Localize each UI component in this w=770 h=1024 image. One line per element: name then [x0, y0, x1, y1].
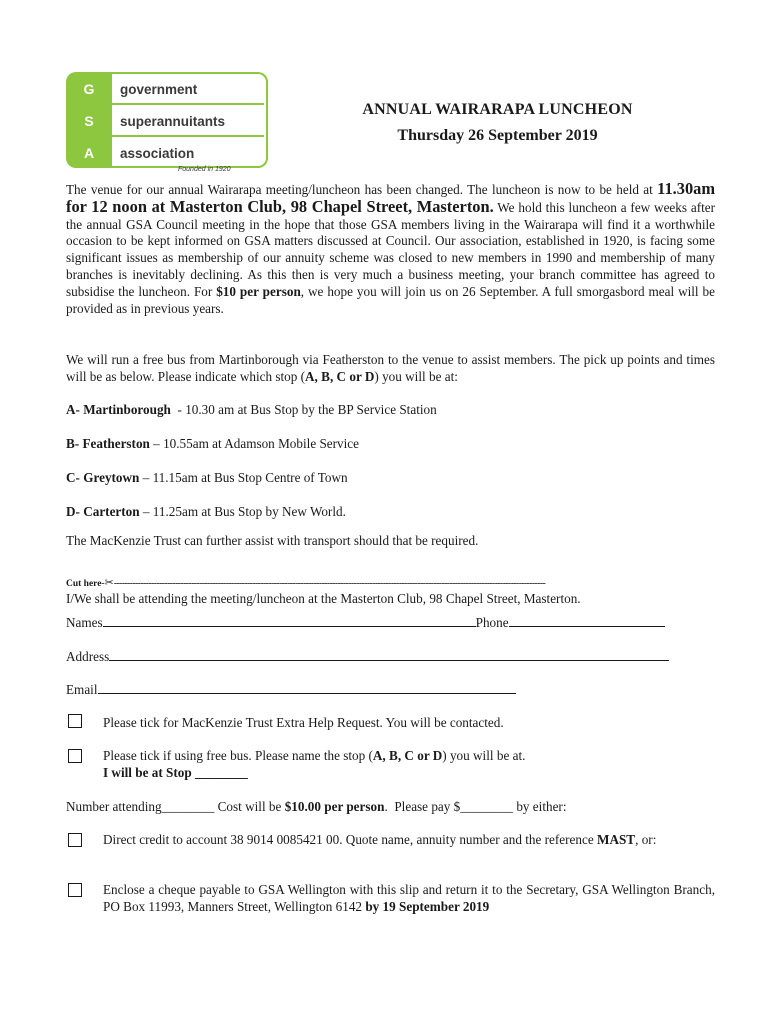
bus-text: We will run a free bus from Martinborough via Featherston to the venue to assist members. The pick up points and times will be as below. Please indicate which stop (	[66, 352, 715, 384]
page-title: ANNUAL WAIRARAPA LUNCHEON	[362, 101, 633, 118]
trust-help-checkbox[interactable]	[68, 714, 82, 728]
stop-label: B- Featherston	[66, 436, 150, 451]
stop-d	[66, 504, 346, 521]
reference-highlight: MAST	[597, 832, 636, 847]
bus-stop-label: I will be at Stop	[103, 764, 192, 780]
direct-credit-label	[103, 832, 715, 849]
cut-dashes: ------------------------------------------------------------------------------------------------------------------------------------------------------------------	[113, 579, 546, 589]
bus-stop-field[interactable]: ________	[194, 764, 248, 780]
address-label: Address	[66, 649, 110, 664]
logo-letter-a: A	[83, 145, 95, 161]
phone-label: Phone	[475, 615, 509, 630]
bus-paragraph	[66, 352, 715, 386]
logo-letter-g: G	[83, 81, 95, 97]
email-row	[66, 681, 516, 699]
logo-word-association: association	[120, 146, 195, 161]
stop-label: D- Carterton	[66, 504, 140, 519]
price-highlight: $10 per person	[216, 283, 301, 299]
direct-credit-text: , or:	[635, 832, 657, 847]
stop-c	[66, 470, 348, 487]
stop-detail: – 10.55am at Adamson Mobile Service	[149, 436, 360, 451]
email-field[interactable]	[98, 681, 516, 694]
trust-note: The MacKenzie Trust can further assist with transport should that be required.	[66, 533, 479, 548]
cheque-checkbox[interactable]	[68, 883, 82, 897]
pay-amount-field[interactable]: ________	[460, 799, 514, 814]
phone-field[interactable]	[509, 614, 665, 627]
logo-letter-s: S	[84, 113, 94, 129]
number-attending-field[interactable]: ________	[161, 799, 215, 814]
cheque-label	[103, 882, 715, 916]
names-row	[66, 614, 665, 632]
intro-text: We hold this luncheon a few weeks after the annual GSA Council meeting in the hope that those GSA members living in the Wairarapa will find it a worthwhile occasion to be kept informed on GSA matters discussed at Council. Our association, established in 1920, is facing some significant issues as membership of our annuity scheme was closed to new members in 1990 and membership of many branches is inevitably declining. As this then is very much a business meeting, your branch committee has agreed to subsidise the luncheon. For	[66, 199, 715, 299]
scissors-icon: ✂	[104, 576, 114, 589]
cost-text: Cost will be	[214, 799, 285, 814]
deadline-highlight: by 19 September 2019	[365, 898, 490, 914]
stop-a	[66, 402, 437, 419]
address-field[interactable]	[109, 648, 669, 661]
names-field[interactable]	[103, 614, 476, 627]
intro-text: The venue for our annual Wairarapa meeting/luncheon has been changed. The luncheon is now to be held at	[66, 182, 658, 197]
stop-detail: – 11.15am at Bus Stop Centre of Town	[139, 470, 348, 485]
free-bus-label	[103, 748, 715, 782]
stop-detail: - 10.30 am at Bus Stop by the BP Service Station	[170, 402, 437, 417]
intro-paragraph	[66, 181, 715, 317]
stop-b	[66, 436, 359, 453]
logo-divider	[112, 103, 264, 105]
intro-text: , we hope you will join us on 26 September. A full smorgasbord meal will be provided as in previous years.	[66, 283, 715, 316]
cut-label: Cut here-	[66, 579, 105, 589]
address-row	[66, 648, 669, 666]
bus-stops-highlight: A, B, C or D	[305, 368, 375, 384]
logo-divider	[112, 135, 264, 137]
cost-text: . Please pay $	[384, 799, 461, 814]
cut-line	[66, 576, 686, 589]
number-attending-label: Number attending	[66, 799, 162, 814]
trust-help-label: Please tick for MacKenzie Trust Extra Help Request. You will be contacted.	[103, 715, 504, 730]
stop-label: A- Martinborough	[66, 402, 171, 417]
cost-text: by either:	[513, 799, 567, 814]
logo-founded: Founded in 1920	[178, 166, 231, 173]
email-label: Email	[66, 682, 98, 697]
bus-text: ) you will be at:	[374, 368, 458, 384]
stop-detail: – 11.25am at Bus Stop by New World.	[139, 504, 346, 519]
free-bus-stops-highlight: A, B, C or D	[372, 748, 443, 763]
cheque-text: Enclose a cheque payable to GSA Wellington with this slip and return it to the Secretary, GSA Wellington Branch, PO Box 11993, Manners Street, Wellington 6142	[103, 882, 715, 914]
cost-highlight: $10.00 per person	[284, 799, 385, 814]
number-attending-row	[66, 799, 566, 816]
free-bus-text: Please tick if using free bus. Please name the stop (	[103, 748, 373, 763]
free-bus-text: ) you will be at.	[442, 748, 526, 763]
free-bus-checkbox[interactable]	[68, 749, 82, 763]
direct-credit-checkbox[interactable]	[68, 833, 82, 847]
event-date: Thursday 26 September 2019	[397, 127, 598, 144]
venue-highlight: 11.30am for 12 noon at Masterton Club, 98 Chapel Street, Masterton.	[66, 179, 715, 216]
logo-word-superannuitants: superannuitants	[120, 114, 226, 129]
logo-word-government: government	[120, 82, 198, 97]
gsa-logo	[66, 72, 270, 176]
names-label: Names	[66, 615, 103, 630]
direct-credit-text: Direct credit to account 38 9014 0085421 00. Quote name, annuity number and the reference	[103, 832, 597, 847]
attending-statement: I/We shall be attending the meeting/luncheon at the Masterton Club, 98 Chapel Street, Masterton.	[66, 591, 581, 606]
stop-label: C- Greytown	[66, 470, 140, 485]
